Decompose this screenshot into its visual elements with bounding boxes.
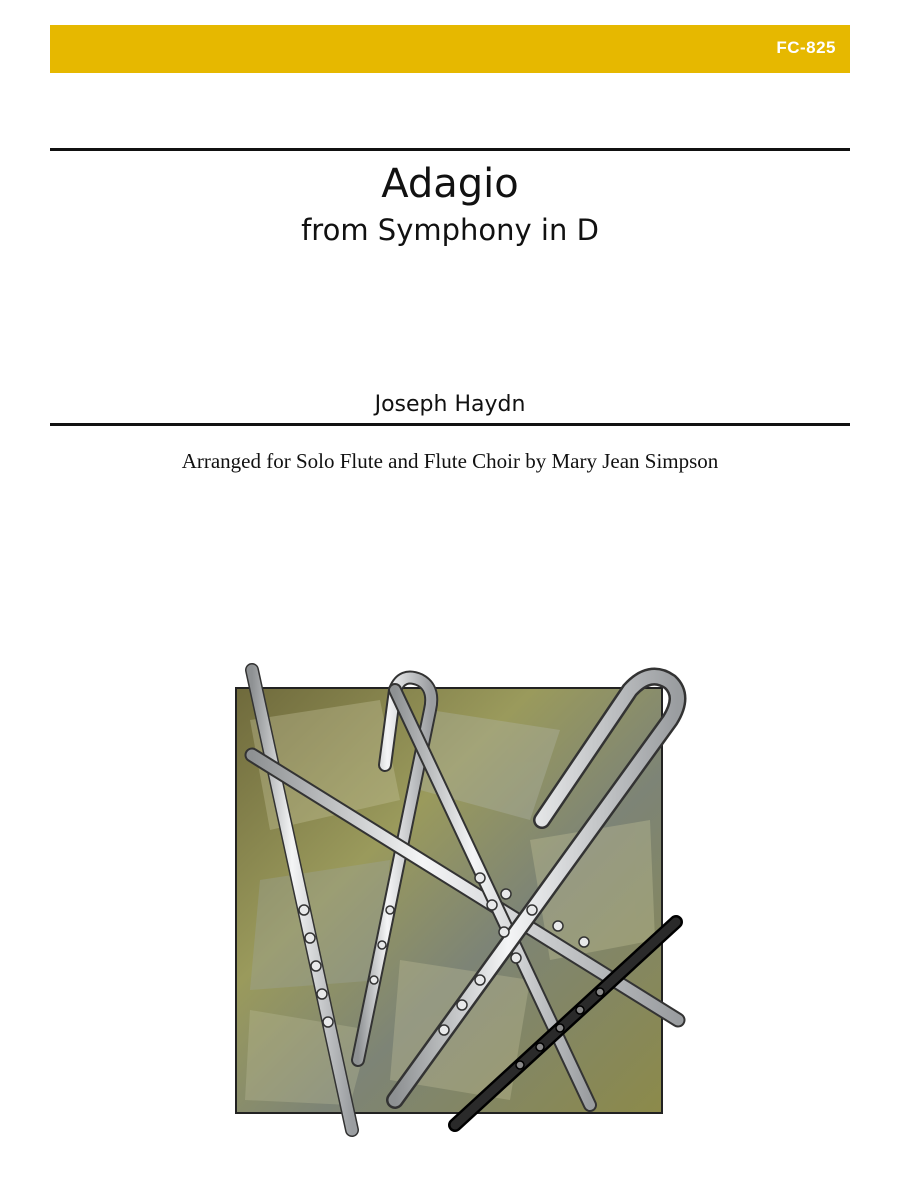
arranger-credit: Arranged for Solo Flute and Flute Choir by Mary Jean Simpson xyxy=(181,449,719,473)
catalog-code: FC-825 xyxy=(776,38,836,57)
score-subtitle: from Symphony in D xyxy=(301,213,599,247)
score-title: Adagio xyxy=(381,161,519,207)
top-rule xyxy=(50,148,850,151)
bottom-rule xyxy=(50,423,850,426)
flutes-illustration xyxy=(230,660,690,1140)
composer-name: Joseph Haydn xyxy=(374,392,526,417)
cover-illustration xyxy=(230,660,690,1140)
header-band xyxy=(50,25,850,73)
